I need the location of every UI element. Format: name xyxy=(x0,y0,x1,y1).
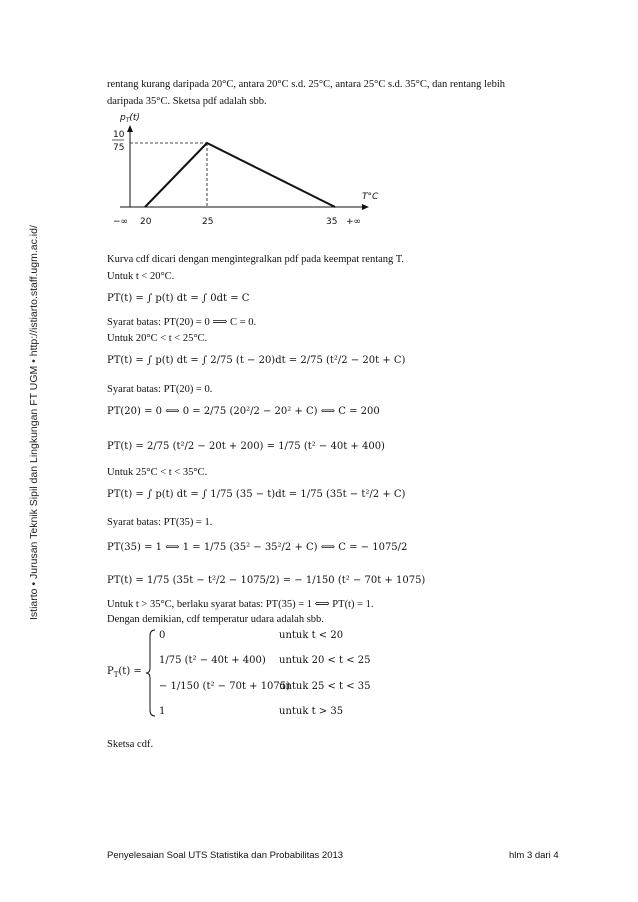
case-1-expr: 0 xyxy=(159,630,166,641)
pdf-triangle xyxy=(145,143,335,207)
case-1-cond: untuk t < 20 xyxy=(279,630,344,641)
case-4-expr: 1 xyxy=(159,706,166,717)
xlabel: T°C xyxy=(362,192,379,202)
line-untuk-4: Untuk t > 35°C, berlaku syarat batas: PT(35) = 1 ⟺ PT(t) = 1. xyxy=(107,599,374,610)
xtick-20: 20 xyxy=(140,217,152,227)
footer-page: hlm 3 dari 4 xyxy=(509,850,559,861)
xtick-35: 35 xyxy=(326,217,338,227)
ytick-num: 10 xyxy=(113,130,125,140)
cdf-piecewise: $P_T(t)$ = 0 untuk t < 20 1/75 (t² − 40t + 400) untuk 20 < t < 25 − 1/150 (t² − 70t + 1075) untuk 25 < t < 35 1 untuk t > 35 xyxy=(107,630,371,717)
line-sketsa: Sketsa cdf. xyxy=(107,739,154,750)
line-dengan: Dengan demikian, cdf temperatur udara adalah sbb. xyxy=(107,614,324,625)
case-3-expr: − 1/150 (t² − 70t + 1075) xyxy=(159,681,291,692)
case-2-cond: untuk 20 < t < 25 xyxy=(279,655,371,666)
ytick-den: 75 xyxy=(113,143,125,153)
line-untuk-3: Untuk 25°C < t < 35°C. xyxy=(107,467,208,478)
intro-line-2: daripada 35°C. Sketsa pdf adalah sbb. xyxy=(107,96,267,107)
line-untuk-2: Untuk 20°C < t < 25°C. xyxy=(107,333,208,344)
case-4-cond: untuk t > 35 xyxy=(279,706,344,717)
intro-line-1: rentang kurang daripada 20°C, antara 20°C s.d. 25°C, antara 25°C s.d. 35°C, dan rentang lebih xyxy=(107,79,506,90)
equation-6: PT(35) = 1 ⟺ 1 = 1/75 (35² − 35²/2 + C) ⟺ C = − 1075/2 xyxy=(107,542,408,553)
line-syarat-2: Syarat batas: PT(20) = 0. xyxy=(107,384,213,395)
equation-3: PT(20) = 0 ⟺ 0 = 2/75 (20²/2 − 20² + C) ⟺ C = 200 xyxy=(107,406,380,417)
case-3-cond: untuk 25 < t < 35 xyxy=(279,681,371,692)
xtick-posinf: +∞ xyxy=(346,217,362,227)
equation-4: PT(t) = 2/75 (t²/2 − 20t + 200) = 1/75 (t² − 40t + 400) xyxy=(107,441,385,452)
line-kurva: Kurva cdf dicari dengan mengintegralkan pdf pada keempat rentang T. xyxy=(107,254,404,265)
case-2-expr: 1/75 (t² − 40t + 400) xyxy=(159,655,266,666)
equation-1: PT(t) = ∫ p(t) dt = ∫ 0dt = C xyxy=(107,293,250,304)
equation-7: PT(t) = 1/75 (35t − t²/2 − 1075/2) = − 1/150 (t² − 70t + 1075) xyxy=(107,575,426,586)
equation-5: PT(t) = ∫ p(t) dt = ∫ 1/75 (35 − t)dt = 1/75 (35t − t²/2 + C) xyxy=(107,489,406,500)
xtick-neginf: −∞ xyxy=(113,217,129,227)
footer-title: Penyelesaian Soal UTS Statistika dan Probabilitas 2013 xyxy=(107,850,344,861)
equation-2: PT(t) = ∫ p(t) dt = ∫ 2/75 (t − 20)dt = 2/75 (t²/2 − 20t + C) xyxy=(107,355,406,366)
sidebar-credit: Istiarto • Jurusan Teknik Sipil dan Lingkungan FT UGM • http://istiarto.staff.ugm.ac.id/ xyxy=(28,225,40,620)
line-untuk-1: Untuk t < 20°C. xyxy=(107,271,175,282)
line-syarat-3: Syarat batas: PT(35) = 1. xyxy=(107,517,213,528)
xtick-25: 25 xyxy=(202,217,214,227)
line-syarat-1: Syarat batas: PT(20) = 0 ⟹ C = 0. xyxy=(107,317,257,328)
pdf-figure xyxy=(100,108,400,228)
figure-ylabel: $p_T(t)$ xyxy=(120,113,140,124)
